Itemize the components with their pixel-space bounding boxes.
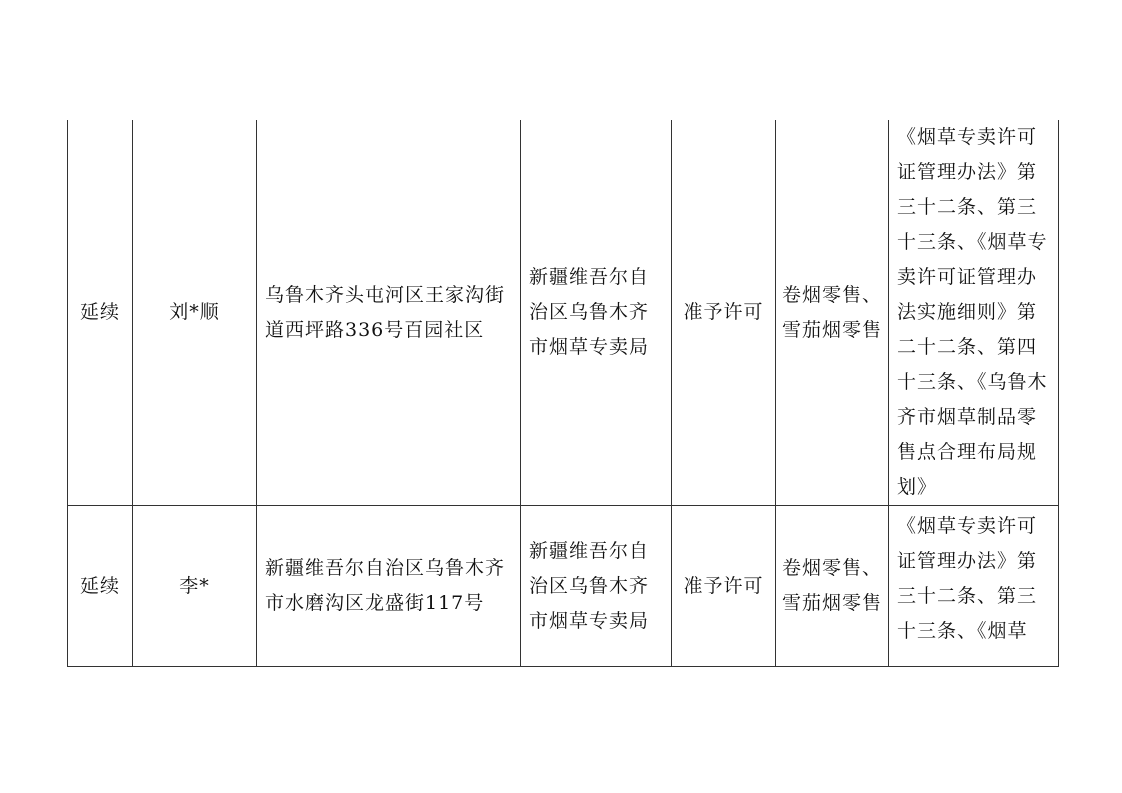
business-scope-cell [776, 120, 889, 506]
change-type-text: 延续 [79, 301, 120, 323]
address-text: 新疆维吾尔自治区乌鲁木齐市水磨沟区龙盛街117号 [265, 557, 506, 614]
issuing-organ-cell [521, 120, 672, 506]
table-row [68, 120, 1059, 506]
legal-basis-text: 《烟草专卖许可证管理办法》第三十二条、第三十三条、《烟草专卖许可证管理办法实施细则》第二十二条、第四十三条、《乌鲁木齐市烟草制品零售点合理布局规划》 [897, 126, 1048, 498]
issuing-organ-text: 新疆维吾尔自治区乌鲁木齐市烟草专卖局 [529, 539, 650, 632]
change-type-cell [68, 506, 133, 667]
decision-text: 准予许可 [683, 301, 764, 323]
applicant-name-cell [133, 120, 257, 506]
address-text: 乌鲁木齐头屯河区王家沟街道西坪路336号百园社区 [265, 283, 506, 341]
change-type-text: 延续 [79, 574, 120, 597]
business-scope-cell [776, 506, 889, 667]
decision-cell [672, 120, 776, 506]
business-scope-text: 卷烟零售、雪茄烟零售 [781, 283, 882, 341]
table-row [68, 506, 1059, 667]
legal-basis-text: 《烟草专卖许可证管理办法》第三十二条、第三十三条、《烟草 [897, 515, 1038, 642]
address-cell [257, 120, 521, 506]
applicant-name-text: 刘*顺 [169, 301, 220, 323]
issuing-organ-text: 新疆维吾尔自治区乌鲁木齐市烟草专卖局 [529, 266, 650, 358]
issuing-organ-cell [521, 506, 672, 667]
applicant-name-text: 李* [179, 574, 210, 597]
applicant-name-cell [133, 506, 257, 667]
address-cell [257, 506, 521, 667]
change-type-cell [68, 120, 133, 506]
legal-basis-cell [889, 506, 1059, 667]
legal-basis-cell [889, 120, 1059, 506]
decision-text: 准予许可 [683, 574, 764, 597]
license-table [67, 120, 1059, 667]
decision-cell [672, 506, 776, 667]
business-scope-text: 卷烟零售、雪茄烟零售 [781, 557, 882, 614]
